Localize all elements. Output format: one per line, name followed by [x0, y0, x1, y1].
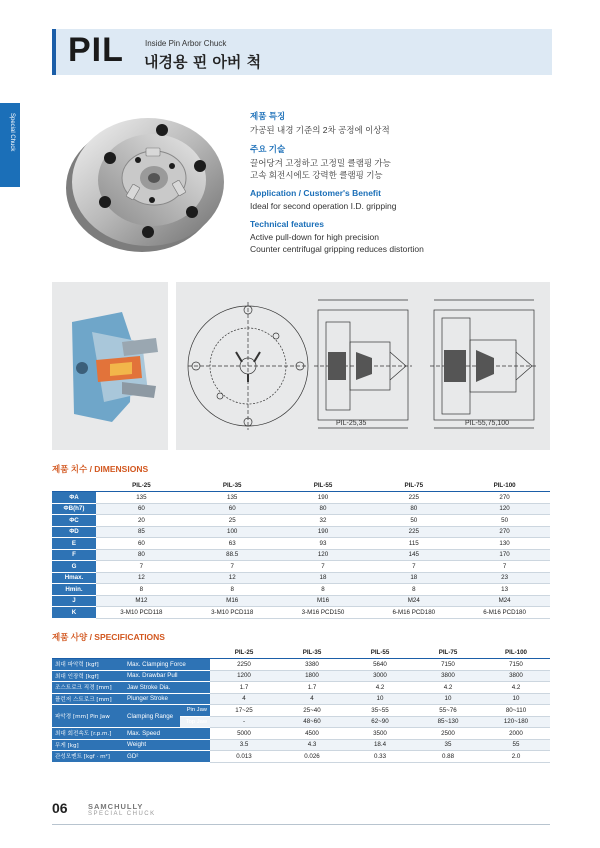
table-cell: 8	[187, 584, 278, 596]
kr-tech-heading: 주요 기술	[250, 144, 286, 154]
en-tech-heading: Technical features	[250, 219, 325, 229]
column-header: PIL-35	[278, 647, 346, 659]
table-row	[52, 705, 550, 717]
table-cell: 85	[96, 526, 187, 538]
table-cell: 190	[278, 492, 369, 504]
table-cell: 4.2	[414, 682, 482, 694]
table-cell: 120~180	[482, 716, 550, 728]
table-cell: 32	[278, 515, 369, 527]
row-label-en: GD²	[124, 751, 210, 763]
table-row	[52, 670, 550, 682]
table-row	[52, 492, 550, 504]
table-cell: -	[210, 716, 278, 728]
table-cell: 93	[278, 538, 369, 550]
table-cell: 225	[368, 526, 459, 538]
product-code: PIL	[68, 31, 124, 69]
table-cell: 115	[368, 538, 459, 550]
en-benefit-line: Ideal for second operation I.D. gripping	[250, 201, 397, 211]
table-cell: 5640	[346, 659, 414, 671]
column-header: PIL-75	[368, 480, 459, 492]
table-cell: 3500	[346, 728, 414, 740]
column-header: PIL-100	[482, 647, 550, 659]
en-tech-line: Counter centrifugal gripping reduces distortion	[250, 244, 424, 254]
row-label-kr: 파악경 [mm] Pin Jaw	[52, 705, 124, 728]
column-header: PIL-75	[414, 647, 482, 659]
cutaway-image-panel	[52, 282, 168, 450]
column-header: PIL-25	[96, 480, 187, 492]
table-cell: 17~25	[210, 705, 278, 717]
dimensions-header-row	[52, 480, 550, 492]
kr-tech-line: 고속 회전시에도 강력한 클램핑 기능	[250, 170, 383, 180]
column-header: PIL-100	[459, 480, 550, 492]
table-row	[52, 584, 550, 596]
table-cell: 7150	[482, 659, 550, 671]
table-cell: 170	[459, 549, 550, 561]
drawing-caption-small: PIL-25,35	[336, 420, 367, 427]
row-label: Hmax.	[52, 572, 96, 584]
table-cell: 3800	[414, 670, 482, 682]
row-label: ΦC	[52, 515, 96, 527]
table-row	[52, 751, 550, 763]
table-cell: M16	[187, 595, 278, 607]
table-cell: 7	[368, 561, 459, 573]
table-row	[52, 538, 550, 550]
table-row	[52, 595, 550, 607]
specifications-table	[52, 647, 550, 763]
row-label-en: Clamping Range	[124, 705, 180, 728]
table-cell: 12	[96, 572, 187, 584]
drawing-caption-large: PIL-55,75,100	[465, 420, 509, 427]
row-label: ΦA	[52, 492, 96, 504]
table-cell: 12	[187, 572, 278, 584]
table-cell: 4.2	[346, 682, 414, 694]
table-cell: 80~110	[482, 705, 550, 717]
table-cell: 48~60	[278, 716, 346, 728]
table-cell: 20	[96, 515, 187, 527]
table-cell: 1800	[278, 670, 346, 682]
table-cell: 130	[459, 538, 550, 550]
table-cell: 120	[459, 503, 550, 515]
table-cell: 3800	[482, 670, 550, 682]
table-cell: 120	[278, 549, 369, 561]
table-cell: 3000	[346, 670, 414, 682]
row-label: F	[52, 549, 96, 561]
table-cell: 8	[368, 584, 459, 596]
table-cell: 2500	[414, 728, 482, 740]
table-cell: 80	[96, 549, 187, 561]
table-row	[52, 526, 550, 538]
table-cell: 3-M10 PCD118	[187, 607, 278, 619]
row-label: ΦB(h7)	[52, 503, 96, 515]
kr-feature-heading: 제품 특징	[250, 111, 286, 121]
row-label-kr: 최대 회전속도 [r.p.m.]	[52, 728, 124, 740]
table-cell: M12	[96, 595, 187, 607]
table-cell: 4500	[278, 728, 346, 740]
table-cell: 10	[482, 693, 550, 705]
row-label: Hmin.	[52, 584, 96, 596]
table-cell: 2000	[482, 728, 550, 740]
table-cell: 0.33	[346, 751, 414, 763]
table-cell: 7	[278, 561, 369, 573]
table-cell: 60	[187, 503, 278, 515]
header-accent-bar	[52, 29, 56, 75]
row-label-en: Jaw Stroke Dia.	[124, 682, 210, 694]
column-header: PIL-35	[187, 480, 278, 492]
table-cell: 80	[368, 503, 459, 515]
table-cell: 4	[278, 693, 346, 705]
table-cell: 1.7	[278, 682, 346, 694]
table-cell: 135	[96, 492, 187, 504]
brand-tagline: SPECIAL CHUCK	[88, 811, 156, 817]
table-cell: 135	[187, 492, 278, 504]
table-cell: 0.88	[414, 751, 482, 763]
table-cell: 13	[459, 584, 550, 596]
row-label-en: Max. Drawbar Pull	[124, 670, 210, 682]
table-cell: 5000	[210, 728, 278, 740]
table-cell: M16	[278, 595, 369, 607]
row-label: E	[52, 538, 96, 550]
table-cell: 1.7	[210, 682, 278, 694]
table-row	[52, 572, 550, 584]
table-row	[52, 693, 550, 705]
table-row	[52, 682, 550, 694]
table-cell: 35~55	[346, 705, 414, 717]
table-cell: 50	[459, 515, 550, 527]
table-row	[52, 607, 550, 619]
row-label-kr: 관성모멘트 [kgf · m²]	[52, 751, 124, 763]
row-label-en: Max. Clamping Force	[124, 659, 210, 671]
side-tab-label: Special Chuck	[9, 113, 15, 152]
brand-name: SAMCHULLY	[88, 802, 144, 811]
table-cell: 25	[187, 515, 278, 527]
dimensions-table	[52, 480, 550, 619]
table-row	[52, 503, 550, 515]
column-header: PIL-55	[346, 647, 414, 659]
table-cell: 60	[96, 538, 187, 550]
product-subtitle-kr: 내경용 핀 아버 척	[144, 53, 262, 71]
table-cell: 3380	[278, 659, 346, 671]
table-cell: 7	[96, 561, 187, 573]
table-cell: 1200	[210, 670, 278, 682]
table-cell: 4.2	[482, 682, 550, 694]
row-label-en: Max. Speed	[124, 728, 210, 740]
product-subtitle-en: Inside Pin Arbor Chuck	[145, 39, 227, 48]
table-cell: 3-M16 PCD150	[278, 607, 369, 619]
table-cell: M24	[368, 595, 459, 607]
row-label-kr: 플런저 스트로크 [mm]	[52, 693, 124, 705]
row-label-kr: 최대 파악력 [kgf]	[52, 659, 124, 671]
kr-tech-line: 끌어당겨 고정하고 고정밀 클램핑 가능	[250, 158, 391, 168]
row-label: G	[52, 561, 96, 573]
table-cell: 18	[278, 572, 369, 584]
table-cell: 270	[459, 526, 550, 538]
table-cell: 8	[278, 584, 369, 596]
table-row	[52, 561, 550, 573]
table-cell: 7	[459, 561, 550, 573]
row-label-kr: 최대 인장력 [kgf]	[52, 670, 124, 682]
table-cell: 190	[278, 526, 369, 538]
kr-feature-line: 가공된 내경 기준의 2차 공정에 이상적	[250, 125, 390, 135]
row-label-en: Weight	[124, 739, 210, 751]
table-cell: 2.0	[482, 751, 550, 763]
column-header: PIL-25	[210, 647, 278, 659]
table-row	[52, 515, 550, 527]
table-cell: 60	[96, 503, 187, 515]
table-cell: 7150	[414, 659, 482, 671]
table-cell: 35	[414, 739, 482, 751]
row-label: J	[52, 595, 96, 607]
row-label-kr: 조스트로크 직경 [mm]	[52, 682, 124, 694]
page-number: 06	[52, 800, 68, 816]
en-tech-line: Active pull-down for high precision	[250, 232, 379, 242]
table-cell: 62~90	[346, 716, 414, 728]
table-cell: 6-M16 PCD180	[368, 607, 459, 619]
row-sublabel: Top Jaw	[180, 716, 210, 728]
table-cell: 18	[368, 572, 459, 584]
table-cell: 3.5	[210, 739, 278, 751]
row-label: K	[52, 607, 96, 619]
table-cell: 85~130	[414, 716, 482, 728]
side-tab[interactable]	[0, 103, 20, 187]
specifications-title: 제품 사양 / SPECIFICATIONS	[52, 632, 165, 642]
table-cell: 4	[210, 693, 278, 705]
table-cell: 0.013	[210, 751, 278, 763]
table-cell: 270	[459, 492, 550, 504]
table-cell: 25~40	[278, 705, 346, 717]
table-cell: 10	[414, 693, 482, 705]
table-cell: 2250	[210, 659, 278, 671]
table-cell: M24	[459, 595, 550, 607]
table-cell: 80	[278, 503, 369, 515]
table-cell: 0.026	[278, 751, 346, 763]
table-row	[52, 659, 550, 671]
features-block	[250, 110, 550, 255]
table-cell: 145	[368, 549, 459, 561]
header-banner	[52, 29, 552, 75]
table-cell: 50	[368, 515, 459, 527]
dimensions-title: 제품 치수 / DIMENSIONS	[52, 464, 149, 474]
table-cell: 6-M16 PCD180	[459, 607, 550, 619]
table-cell: 8	[96, 584, 187, 596]
table-row	[52, 739, 550, 751]
column-header: PIL-55	[278, 480, 369, 492]
table-cell: 3-M10 PCD118	[96, 607, 187, 619]
table-cell: 88.5	[187, 549, 278, 561]
footer-divider	[52, 824, 550, 825]
product-photo	[60, 108, 230, 258]
table-cell: 7	[187, 561, 278, 573]
table-cell: 4.3	[278, 739, 346, 751]
table-cell: 63	[187, 538, 278, 550]
table-cell: 18.4	[346, 739, 414, 751]
table-row	[52, 728, 550, 740]
row-label-en: Plunger Stroke	[124, 693, 210, 705]
cutaway-illustration	[52, 282, 168, 450]
table-row	[52, 549, 550, 561]
row-label: ΦD	[52, 526, 96, 538]
table-cell: 10	[346, 693, 414, 705]
table-cell: 55~76	[414, 705, 482, 717]
table-cell: 100	[187, 526, 278, 538]
table-cell: 225	[368, 492, 459, 504]
row-sublabel: Pin Jaw	[180, 705, 210, 717]
en-benefit-heading: Application / Customer's Benefit	[250, 188, 381, 198]
row-label-kr: 무게 [kg]	[52, 739, 124, 751]
table-cell: 55	[482, 739, 550, 751]
specifications-header-row	[52, 647, 550, 659]
table-cell: 23	[459, 572, 550, 584]
